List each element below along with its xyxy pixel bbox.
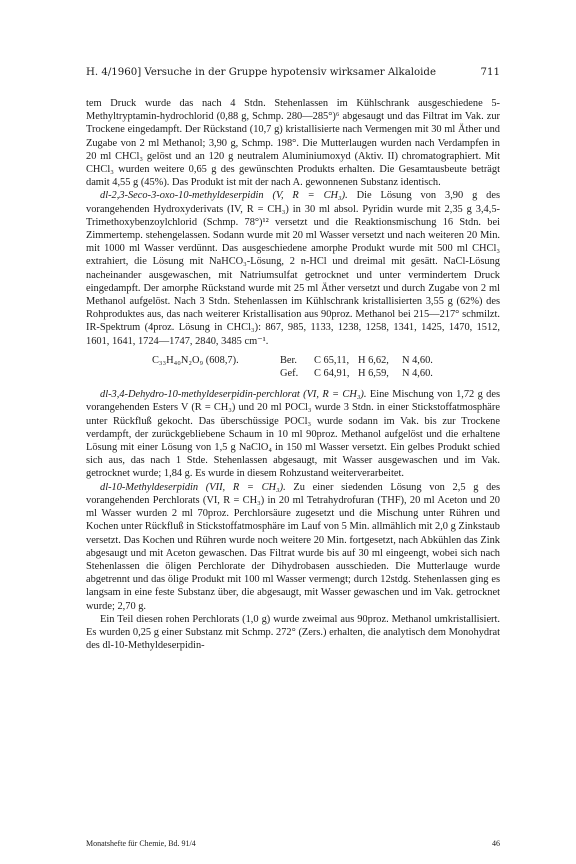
analysis-found-label: Gef. (280, 368, 299, 380)
analysis-calc-c: C 65,11, (314, 354, 350, 366)
analysis-found-c: C 64,91, (314, 368, 350, 380)
analysis-found-h: H 6,59, (358, 368, 389, 380)
compound-heading-dehydro: dl-3,4-Dehydro-10-methyldeserpidin-perchlorat (VI, R = CH₃). (100, 389, 367, 401)
analysis-calc-n: N 4,60. (402, 354, 433, 366)
page-number: 711 (480, 67, 500, 78)
compound-heading-methyldeserpidin: dl-10-Methyldeserpidin (VII, R = CH₃). (100, 481, 286, 493)
page (86, 66, 500, 652)
sheet-number: 46 (492, 839, 500, 848)
paragraph-recrystallization: Ein Teil diesen rohen Perchlorats (1,0 g) wurde zweimal aus 90proz. Methanol umkristallisiert. Es wurden 0,25 g einer Substanz mit Schmp. 272° (Zers.) erhalten, die analytisch dem Monohydrat des dl-10-Methyldeserpidin- (86, 613, 500, 652)
compound-heading-seco-oxo: dl-2,3-Seco-3-oxo-10-methyldeserpidin (V, R = CH₃). (100, 190, 348, 202)
paragraph-continuation: tem Druck wurde das nach 4 Stdn. Stehenlassen im Kühlschrank ausgeschiedene 5-Methyltryptamin-hydrochlorid (0,88 g, Schmp. 280—285°)⁶ abgesaugt und das Filtrat im Vak. zur Trockene eingedampft. Der Rückstand (10,7 g) kristallisierte nach Vermengen mit 30 ml Äther und Zugabe von 2 ml Methanol; 3,90 g, Schmp. 198°. Die Mutterlaugen wurden nach Verdampfen in 20 ml CHCl₃ gelöst und an 120 g neutralem Aluminiumoxyd (Aktiv. II) chromatographiert. Mit CHCl₃ wurden weitere 0,65 g des gewünschten Produkts erhalten. Die Gesamtausbeute beträgt damit 4,55 g (45%). Das Produkt ist mit der nach A. gewonnenen Substanz identisch. (86, 98, 500, 189)
running-header (86, 66, 500, 79)
article-body (86, 97, 500, 348)
paragraph-methyldeserpidin (86, 481, 500, 613)
analysis-calc-h: H 6,62, (358, 354, 389, 366)
journal-citation: Monatshefte für Chemie, Bd. 91/4 (86, 839, 196, 848)
analysis-spacer (152, 367, 280, 380)
paragraph-seco-oxo (86, 189, 500, 347)
analysis-calc-label: Ber. (280, 354, 298, 366)
paragraph-dehydro-perchlorat (86, 388, 500, 480)
running-header-title: H. 4/1960] Versuche in der Gruppe hypotensiv wirksamer Alkaloide (86, 67, 436, 78)
elemental-analysis (86, 354, 500, 380)
article-body-continued (86, 388, 500, 652)
page-footer (86, 839, 500, 849)
paragraph-seco-oxo-text: Die Lösung von 3,90 g des vorangehenden Hydroxyderivats (IV, R = CH₃) in 30 ml absol. Pyridin wurde mit 2,35 g 3,4,5-Trimethoxybenzoylchlorid (Schmp. 78°)¹² versetzt und die Reaktionsmischung 16 Stdn. bei Zimmertemp. stehengelassen. Sodann wurde mit 20 ml Wasser versetzt und nach weiteren 20 Min. mit 1000 ml Wasser verdünnt. Das ausgeschiedene amorphe Produkt wurde mit 500 ml CHCl₃ extrahiert, die Lösung mit NaHCO₃-Lösung, 2 n-HCl und dreimal mit gesätt. NaCl-Lösung nacheinander ausgewaschen, mit Natriumsulfat getrocknet und unter vermindertem Druck eingedampft. Der amorphe Rückstand wurde mit 25 ml Äther versetzt und durch Zugabe von 2 ml Methanol aufgelöst. Nach 3 Stdn. Stehenlassen im Kühlschrank kristallisierten 3,55 g (62%) des Rohproduktes aus, das nach weiterer Kristallisation aus 90proz. Methanol bei 215—217° schmilzt. IR-Spektrum (4proz. Lösung in CHCl₃): 867, 985, 1133, 1238, 1258, 1341, 1425, 1470, 1512, 1601, 1641, 1724—1747, 2840, 3485 cm⁻¹. (86, 190, 501, 347)
paragraph-dehydro-text: Eine Mischung von 1,72 g des vorangehenden Esters V (R = CH₃) und 20 ml POCl₃ wurde 3 Stdn. in einer Stickstoffatmosphäre unter Rückfluß gekocht. Das überschüssige POCl₃ wurde sodann im Vak. bis zur Trockene verdampft, der zurückgebliebene Schaum in 10 ml 90proz. Methanol aufgelöst und die erhaltene Lösung mit einer Lösung von 1,5 g NaClO₄ in 150 ml Wasser versetzt. Ein gelbes Produkt schied sich aus, das nach 1 Stde. Stehenlassen abgesaugt, mit Wasser ausgewaschen und im Vak. getrocknet wurde; 1,84 g. Es wurde in diesem Rohzustand weiterverarbeitet. (86, 389, 500, 480)
analysis-formula: C₃₃H₄₀N₂O₉ (608,7). (152, 354, 239, 366)
analysis-found-n: N 4,60. (402, 368, 433, 380)
paragraph-methyldeserpidin-text: Zu einer siedenden Lösung von 2,5 g des vorangehenden Perchlorats (VI, R = CH₃) in 20 ml Tetrahydrofuran (THF), 20 ml Aceton und 20 ml Wasser wurden 2 ml 70proz. Perchlorsäure zugesetzt und die Mischung unter Rühren und Kochen unter Rückfluß in Stickstoffatmosphäre im Lauf von 5 Min. allmählich mit 2,0 g Zinkstaub versetzt. Das Kochen und Rühren wurde noch weitere 20 Min. fortgesetzt, nach Abkühlen das Zink abgesaugt und mit Aceton gewaschen. Das Filtrat wurde bis auf 30 ml eingeengt, wobei sich nach Stehenlassen die öligen Perchlorate der Dihydrobasen ausschieden. Die Mutterlauge wurde abgetrennt und das ölige Produkt mit 100 ml Wasser vermengt; durch 12stdg. Stehenlassen ging es langsam in eine feste Substanz über, die abgesaugt, mit Wasser gewaschen und im Vak. getrocknet wurde; 2,70 g. (86, 481, 500, 612)
